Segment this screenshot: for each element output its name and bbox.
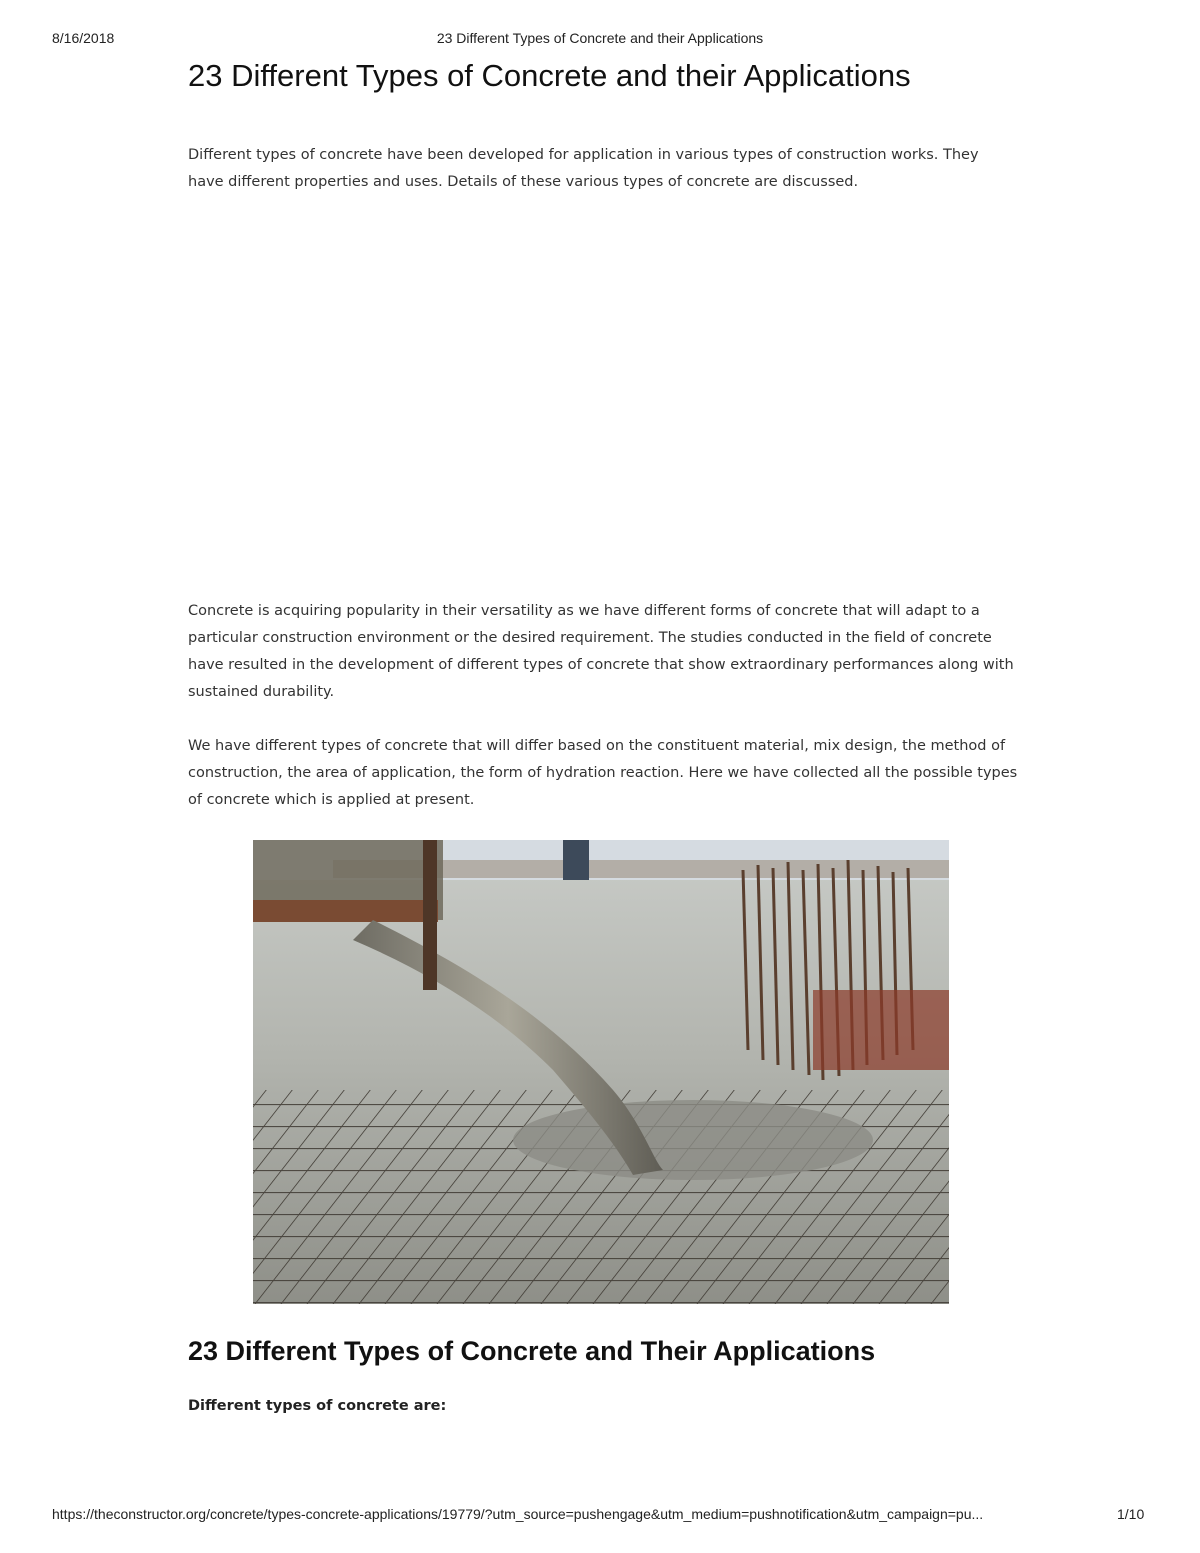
article-title: 23 Different Types of Concrete and their Applications	[188, 58, 911, 93]
intro-paragraph: Different types of concrete have been developed for application in various types of construction works. They have different properties and uses. Details of these various types of concrete are discussed.	[188, 147, 979, 190]
section-heading: 23 Different Types of Concrete and Their Applications	[188, 1336, 876, 1366]
concrete-pouring-photo	[253, 840, 949, 1304]
paragraph-block-3	[188, 733, 1018, 814]
paragraph-versatility: Concrete is acquiring popularity in their versatility as we have different forms of concrete that will adapt to a particular construction environment or the desired requirement. The studies conducted in the field of concrete have resulted in the development of different types of concrete that show extraordinary performances along with sustained durability.	[188, 603, 1014, 700]
paragraph-block-2	[188, 598, 1018, 706]
paragraph-types: We have different types of concrete that will differ based on the constituent material, mix design, the method of construction, the area of application, the form of hydration reaction. Here we have collected all the possible types of concrete which is applied at present.	[188, 738, 1018, 808]
page-number: 1/10	[1117, 1506, 1145, 1522]
list-lead-text: Different types of concrete are:	[188, 1398, 447, 1414]
intro-block	[188, 142, 988, 196]
print-header-title: 23 Different Types of Concrete and their Applications	[436, 30, 764, 46]
print-footer-url: https://theconstructor.org/concrete/types-concrete-applications/19779/?utm_source=pushengage&utm_medium=pushnotification&utm_campaign=pu...	[52, 1506, 984, 1522]
print-date: 8/16/2018	[52, 30, 115, 46]
